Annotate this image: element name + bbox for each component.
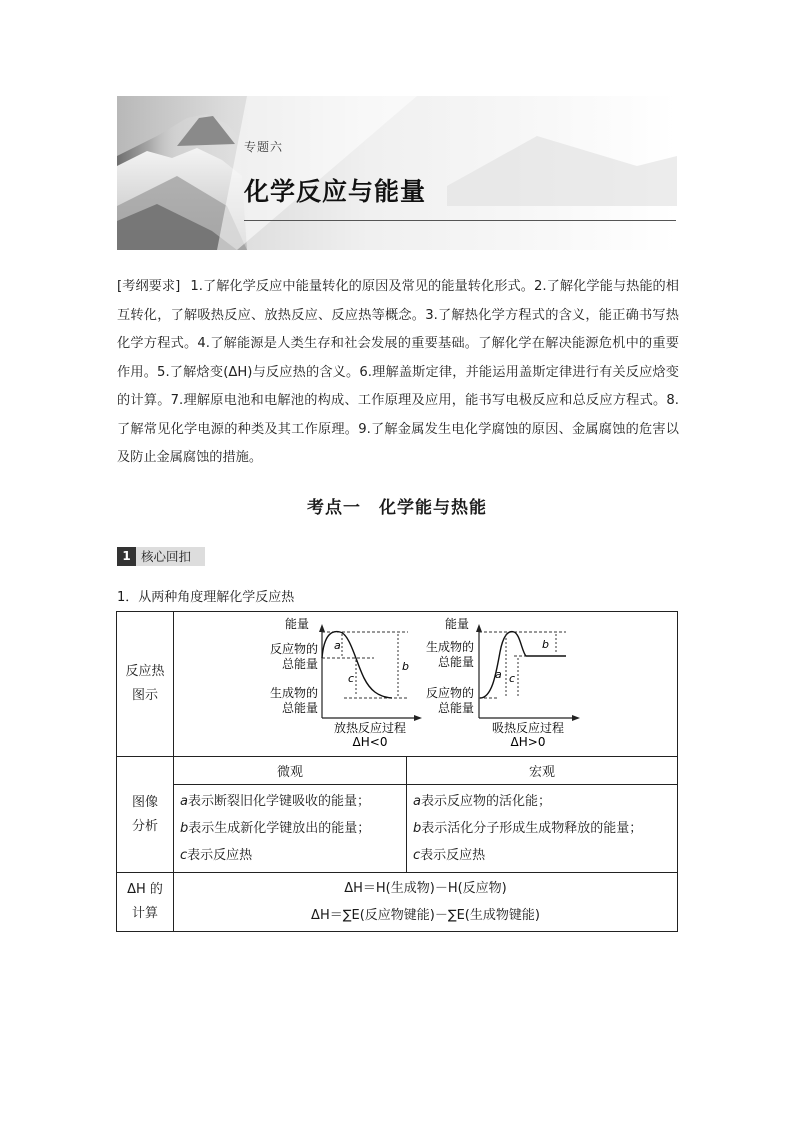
formula-bond-energy: ΔH＝∑E(反应物键能)－∑E(生成物键能) (311, 908, 540, 923)
row-header-analysis: 图像 分析 (117, 757, 174, 873)
energy-diagrams (174, 612, 677, 756)
row-header-diagram: 反应热 图示 (117, 612, 174, 757)
endo-label-b: b (542, 638, 549, 651)
exo-bottom-label-1: 生成物的 (269, 686, 318, 700)
outline-tag: [考纲要求] (117, 279, 181, 294)
exo-delta-h: ΔH<0 (352, 735, 388, 749)
exothermic-diagram (270, 616, 422, 749)
macro-line-b: b表示活化分子形成生成物释放的能量； (413, 821, 643, 836)
subsection-number: 1 (117, 547, 136, 566)
macro-line-a: a表示反应物的活化能； (413, 794, 551, 809)
exo-label-a: a (334, 639, 341, 652)
macro-line-c: c表示反应热 (413, 848, 486, 863)
title-divider (244, 220, 676, 221)
formula-enthalpy: ΔH＝H(生成物)－H(反应物) (344, 881, 507, 896)
micro-line-b: b表示生成新化学键放出的能量； (180, 821, 371, 836)
endo-caption: 吸热反应过程 (491, 721, 565, 735)
endo-y-axis-label: 能量 (444, 617, 469, 631)
exo-bottom-label-2: 总能量 (281, 701, 318, 715)
item-heading: 1．从两种角度理解化学反应热 (117, 590, 295, 605)
outline-text: 1.了解化学反应中能量转化的原因及常见的能量转化形式。2.了解化学能与热能的相互转化，了解吸热反应、放热反应、反应热等概念。3.了解热化学方程式的含义，能正确书写热化学方程式。4.了解能源是人类生存和社会发展的重要基础。了解化学在解决能源危机中的重要作用。5.了解焓变(ΔH)与反应热的含义。6.理解盖斯定律，并能运用盖斯定律进行有关反应焓变的计算。7.理解原电池和电解池的构成、工作原理及应用，能书写电极反应和总反应方程式。8.了解常见化学电源的种类及其工作原理。9.了解金属发生电化学腐蚀的原因、金属腐蚀的危害以及防止金属腐蚀的措施。 (117, 279, 679, 465)
chapter-subtitle: 专题六 (244, 140, 284, 154)
endo-label-c: c (509, 672, 516, 685)
exo-caption: 放热反应过程 (333, 721, 407, 735)
chapter-title: 化学反应与能量 (244, 177, 427, 206)
subsection-badge (117, 547, 205, 566)
exo-top-label-1: 反应物的 (269, 642, 318, 656)
endo-bottom-label-2: 总能量 (437, 701, 474, 715)
energy-diagrams-cell (174, 612, 678, 757)
outline-paragraph (117, 273, 679, 473)
reaction-heat-table (116, 611, 678, 932)
macro-analysis (407, 785, 678, 873)
endo-top-label-2: 总能量 (437, 655, 474, 669)
endo-top-label-1: 生成物的 (425, 640, 474, 654)
micro-line-c: c表示反应热 (180, 848, 253, 863)
exo-y-axis-label: 能量 (284, 617, 309, 631)
exo-label-c: c (348, 672, 355, 685)
exo-label-b: b (402, 660, 409, 673)
micro-line-a: a表示断裂旧化学键吸收的能量； (180, 794, 370, 809)
endothermic-diagram (426, 616, 580, 749)
macro-header: 宏观 (407, 757, 678, 785)
exo-top-label-2: 总能量 (281, 657, 318, 671)
endo-label-a: a (495, 668, 502, 681)
micro-header: 微观 (174, 757, 407, 785)
endo-bottom-label-1: 反应物的 (425, 686, 474, 700)
endo-delta-h: ΔH>0 (510, 735, 546, 749)
section-title: 考点一 化学能与热能 (307, 498, 487, 518)
delta-h-formulas (174, 873, 678, 932)
row-header-calculation: ΔH 的 计算 (117, 873, 174, 932)
micro-analysis (174, 785, 407, 873)
subsection-label: 核心回扣 (141, 549, 192, 564)
